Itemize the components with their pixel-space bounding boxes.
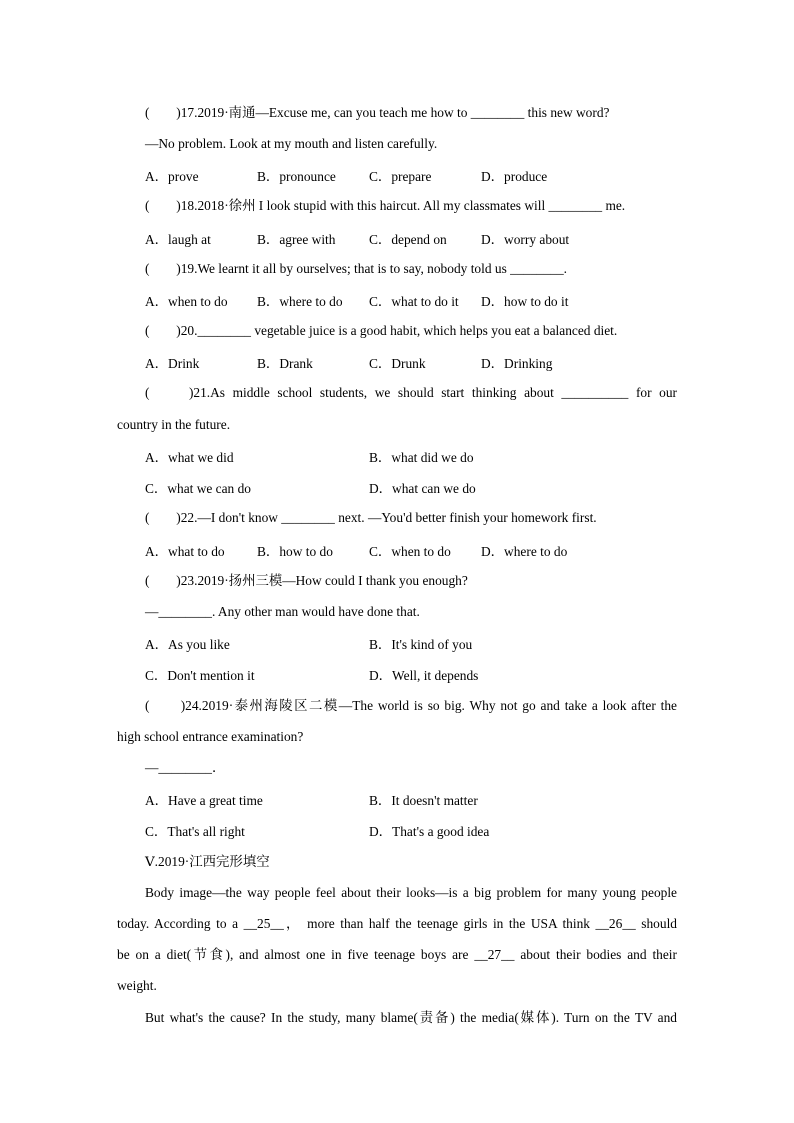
passage-p2-line1: But what's the cause? In the study, many blame(责备) the media(媒体). Turn on the TV and	[145, 1010, 677, 1025]
option-d[interactable]: D．Drinking	[481, 356, 553, 371]
option-c[interactable]: C．prepare	[369, 169, 432, 184]
option-a[interactable]: A．laugh at	[145, 232, 211, 247]
option-b[interactable]: B．Drank	[257, 356, 313, 371]
option-b[interactable]: B．agree with	[257, 232, 336, 247]
passage-p1-line4: weight.	[117, 978, 157, 993]
option-a[interactable]: A．Drink	[145, 356, 200, 371]
question-24-stem-line2: high school entrance examination?	[117, 729, 304, 744]
passage-p1-line2: today. According to a __25__， more than half the teenage girls in the USA think __26__ should	[117, 916, 677, 931]
option-b[interactable]: B．It's kind of you	[369, 637, 473, 652]
section-heading: Ⅴ.2019·江西完形填空	[145, 854, 270, 869]
option-d[interactable]: D．where to do	[481, 544, 568, 559]
question-23-stem: ( )23.2019·扬州三模—How could I thank you enough?	[145, 573, 468, 588]
option-b[interactable]: B．where to do	[257, 294, 343, 309]
option-a[interactable]: A．what we did	[145, 450, 234, 465]
option-a[interactable]: A．prove	[145, 169, 199, 184]
option-c[interactable]: C．Don't mention it	[145, 668, 255, 683]
question-23-reply: —________. Any other man would have done that.	[145, 604, 420, 619]
option-c[interactable]: C．what we can do	[145, 481, 251, 496]
option-c[interactable]: C．depend on	[369, 232, 447, 247]
option-b[interactable]: B．how to do	[257, 544, 333, 559]
option-b[interactable]: B．It doesn't matter	[369, 793, 478, 808]
question-24-stem-line1: ( )24.2019·泰州海陵区二模—The world is so big. Why not go and take a look after the	[145, 698, 677, 713]
option-b[interactable]: B．pronounce	[257, 169, 336, 184]
option-c[interactable]: C．That's all right	[145, 824, 245, 839]
option-a[interactable]: A．As you like	[145, 637, 230, 652]
question-17-reply: —No problem. Look at my mouth and listen carefully.	[145, 136, 438, 151]
question-21-stem-line2: country in the future.	[117, 417, 231, 432]
question-19-stem: ( )19.We learnt it all by ourselves; that is to say, nobody told us ________.	[145, 261, 568, 276]
option-c[interactable]: C．what to do it	[369, 294, 459, 309]
option-d[interactable]: D．what can we do	[369, 481, 476, 496]
passage-p1-line1: Body image—the way people feel about their looks—is a big problem for many young people	[145, 885, 677, 900]
option-d[interactable]: D．produce	[481, 169, 548, 184]
option-a[interactable]: A．what to do	[145, 544, 225, 559]
option-a[interactable]: A．Have a great time	[145, 793, 263, 808]
passage-p1-line3: be on a diet(节食), and almost one in five teenage boys are __27__ about their bodies and their	[117, 947, 677, 962]
option-a[interactable]: A．when to do	[145, 294, 228, 309]
question-21-stem-line1: ( )21.As middle school students, we should start thinking about __________ for our	[145, 385, 677, 400]
option-c[interactable]: C．Drunk	[369, 356, 426, 371]
option-c[interactable]: C．when to do	[369, 544, 451, 559]
option-d[interactable]: D．how to do it	[481, 294, 569, 309]
question-20-stem: ( )20.________ vegetable juice is a good habit, which helps you eat a balanced diet.	[145, 323, 618, 338]
question-18-stem: ( )18.2018·徐州 I look stupid with this haircut. All my classmates will ________ me.	[145, 198, 626, 213]
option-d[interactable]: D．That's a good idea	[369, 824, 490, 839]
option-d[interactable]: D．worry about	[481, 232, 570, 247]
question-22-stem: ( )22.—I don't know ________ next. —You'd better finish your homework first.	[145, 510, 597, 525]
option-d[interactable]: D．Well, it depends	[369, 668, 479, 683]
option-b[interactable]: B．what did we do	[369, 450, 474, 465]
question-17-stem: ( )17.2019·南通—Excuse me, can you teach me how to ________ this new word?	[145, 105, 610, 120]
question-24-reply: —________．	[145, 760, 226, 775]
